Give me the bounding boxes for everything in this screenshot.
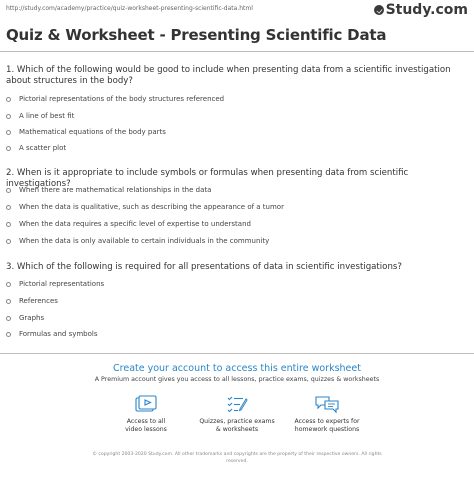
page-title: Quiz & Worksheet - Presenting Scientific Data: [6, 26, 387, 44]
radio-icon[interactable]: [6, 205, 11, 210]
radio-icon[interactable]: [6, 130, 11, 135]
cta-title[interactable]: Create your account to access this entire worksheet: [113, 363, 361, 374]
question-3-option-4[interactable]: Formulas and symbols: [6, 329, 98, 339]
question-1-option-2[interactable]: A line of best fit: [6, 111, 74, 121]
radio-icon[interactable]: [6, 222, 11, 227]
cta-subtitle: A Premium account gives you access to all lessons, practice exams, quizzes & worksheets: [94, 376, 380, 383]
radio-icon[interactable]: [6, 146, 11, 151]
feature-video-lessons-label: Access to all video lessons: [125, 418, 167, 433]
study-logo-text: Study.com: [385, 2, 468, 18]
copyright-footer: © copyright 2003-2020 Study.com. All other trademarks and copyrights are the property of their respective owners. All rights reserved.: [92, 452, 382, 464]
radio-icon[interactable]: [6, 299, 11, 304]
quiz-checklist-icon: [226, 395, 248, 415]
question-1-option-1[interactable]: Pictorial representations of the body structures referenced: [6, 94, 224, 104]
radio-icon[interactable]: [6, 332, 11, 337]
title-divider: [0, 51, 474, 52]
question-1-option-4[interactable]: A scatter plot: [6, 143, 66, 153]
feature-experts[interactable]: [277, 395, 377, 434]
page-url[interactable]: http://study.com/academy/practice/quiz-worksheet-presenting-scientific-data.html: [6, 5, 253, 12]
question-3-option-1[interactable]: Pictorial representations: [6, 279, 104, 289]
question-1-option-3[interactable]: Mathematical equations of the body parts: [6, 127, 166, 137]
question-2-option-2[interactable]: When the data is qualitative, such as describing the appearance of a tumor: [6, 202, 284, 212]
radio-icon[interactable]: [6, 97, 11, 102]
feature-experts-label: Access to experts for homework questions: [294, 418, 360, 433]
question-2-option-1[interactable]: When there are mathematical relationships in the data: [6, 185, 211, 195]
feature-quizzes[interactable]: [187, 395, 287, 434]
question-3-text: 3. Which of the following is required for all presentations of data in scientific investigations?: [6, 262, 402, 272]
radio-icon[interactable]: [6, 316, 11, 321]
question-3-option-3[interactable]: Graphs: [6, 313, 44, 323]
radio-icon[interactable]: [6, 282, 11, 287]
radio-icon[interactable]: [6, 239, 11, 244]
feature-video-lessons[interactable]: [96, 395, 196, 434]
study-logo[interactable]: [374, 2, 468, 18]
expert-chat-icon: [315, 395, 339, 415]
study-logo-icon: [374, 5, 384, 15]
question-2-option-3[interactable]: When the data requires a specific level of expertise to understand: [6, 219, 251, 229]
feature-quizzes-label: Quizzes, practice exams & worksheets: [199, 418, 275, 433]
question-2-option-4[interactable]: When the data is only available to certain individuals in the community: [6, 236, 269, 246]
question-2-text: 2. When is it appropriate to include symbols or formulas when presenting data from scientific investigations?: [6, 168, 409, 189]
radio-icon[interactable]: [6, 114, 11, 119]
radio-icon[interactable]: [6, 188, 11, 193]
video-lessons-icon: [135, 395, 157, 415]
question-3-option-2[interactable]: References: [6, 296, 58, 306]
cta-divider: [0, 353, 474, 354]
top-bar: [6, 3, 468, 17]
question-1-text: 1. Which of the following would be good to include when presenting data from a scientific investigation about structures in the body?: [6, 65, 451, 86]
